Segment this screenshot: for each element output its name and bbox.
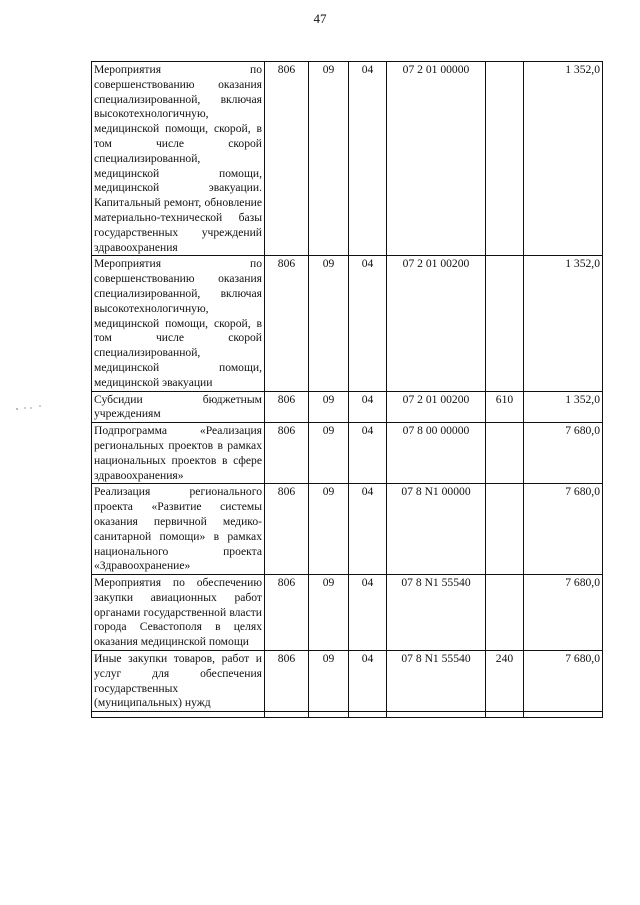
section-code: 09	[309, 423, 349, 484]
subsection-code: 04	[349, 62, 387, 256]
expense-type-code	[486, 256, 524, 391]
row-name: Подпрограмма «Реализация региональных проектов в рамках национальных проектов в сфере здравоохранения»	[92, 423, 265, 484]
target-item-code: 07 2 01 00200	[387, 256, 486, 391]
table-row	[92, 484, 603, 575]
row-name: Иные закупки товаров, работ и услуг для обеспечения государственных (муниципальных) нужд	[92, 651, 265, 712]
row-name: Мероприятия по совершенствованию оказания специализированной, включая высокотехнологичную, медицинской помощи, скорой, в том числе скорой специализированной, медицинской помощи, медицинской эвакуации	[92, 256, 265, 391]
target-item-code: 07 8 N1 55540	[387, 651, 486, 712]
expense-type-code	[486, 484, 524, 575]
section-code: 09	[309, 391, 349, 423]
expense-type-code	[486, 575, 524, 651]
table-row	[92, 651, 603, 712]
table-row	[92, 423, 603, 484]
subsection-code: 04	[349, 423, 387, 484]
table-row-cut-off	[92, 712, 603, 718]
budget-table	[91, 61, 603, 718]
ministry-code: 806	[265, 256, 309, 391]
empty-cell	[524, 712, 603, 718]
empty-cell	[486, 712, 524, 718]
subsection-code: 04	[349, 575, 387, 651]
amount: 7 680,0	[524, 575, 603, 651]
subsection-code: 04	[349, 391, 387, 423]
section-code: 09	[309, 575, 349, 651]
amount: 1 352,0	[524, 62, 603, 256]
amount: 1 352,0	[524, 391, 603, 423]
page-number: 47	[313, 11, 327, 26]
target-item-code: 07 2 01 00000	[387, 62, 486, 256]
section-code: 09	[309, 256, 349, 391]
section-code: 09	[309, 62, 349, 256]
table-row	[92, 256, 603, 391]
table-row	[92, 391, 603, 423]
expense-type-code: 610	[486, 391, 524, 423]
subsection-code: 04	[349, 651, 387, 712]
subsection-code: 04	[349, 484, 387, 575]
empty-cell	[265, 712, 309, 718]
empty-cell	[309, 712, 349, 718]
row-name: Реализация регионального проекта «Развитие системы оказания первичной медико-санитарной помощи» в рамках национального проекта «Здравоохранение»	[92, 484, 265, 575]
target-item-code: 07 8 N1 00000	[387, 484, 486, 575]
row-name: Субсидии бюджетным учреждениям	[92, 391, 265, 423]
section-code: 09	[309, 651, 349, 712]
scan-artifact	[14, 404, 44, 412]
table-row	[92, 575, 603, 651]
target-item-code: 07 8 N1 55540	[387, 575, 486, 651]
expense-type-code: 240	[486, 651, 524, 712]
amount: 1 352,0	[524, 256, 603, 391]
ministry-code: 806	[265, 651, 309, 712]
amount: 7 680,0	[524, 651, 603, 712]
table-row	[92, 62, 603, 256]
expense-type-code	[486, 62, 524, 256]
amount: 7 680,0	[524, 423, 603, 484]
target-item-code: 07 8 00 00000	[387, 423, 486, 484]
section-code: 09	[309, 484, 349, 575]
ministry-code: 806	[265, 391, 309, 423]
row-name: Мероприятия по обеспечению закупки авиационных работ органами государственной власти города Севастополя в целях оказания медицинской помощи	[92, 575, 265, 651]
empty-cell	[349, 712, 387, 718]
subsection-code: 04	[349, 256, 387, 391]
target-item-code: 07 2 01 00200	[387, 391, 486, 423]
ministry-code: 806	[265, 575, 309, 651]
ministry-code: 806	[265, 62, 309, 256]
expense-type-code	[486, 423, 524, 484]
row-name: Мероприятия по совершенствованию оказания специализированной, включая высокотехнологичную, медицинской помощи, скорой, в том числе скорой специализированной, медицинской помощи, медицинской эвакуации. Капитальный ремонт, обновление материально-технической базы государственных учреждений здравоохранения	[92, 62, 265, 256]
ministry-code: 806	[265, 423, 309, 484]
empty-cell	[92, 712, 265, 718]
ministry-code: 806	[265, 484, 309, 575]
amount: 7 680,0	[524, 484, 603, 575]
empty-cell	[387, 712, 486, 718]
